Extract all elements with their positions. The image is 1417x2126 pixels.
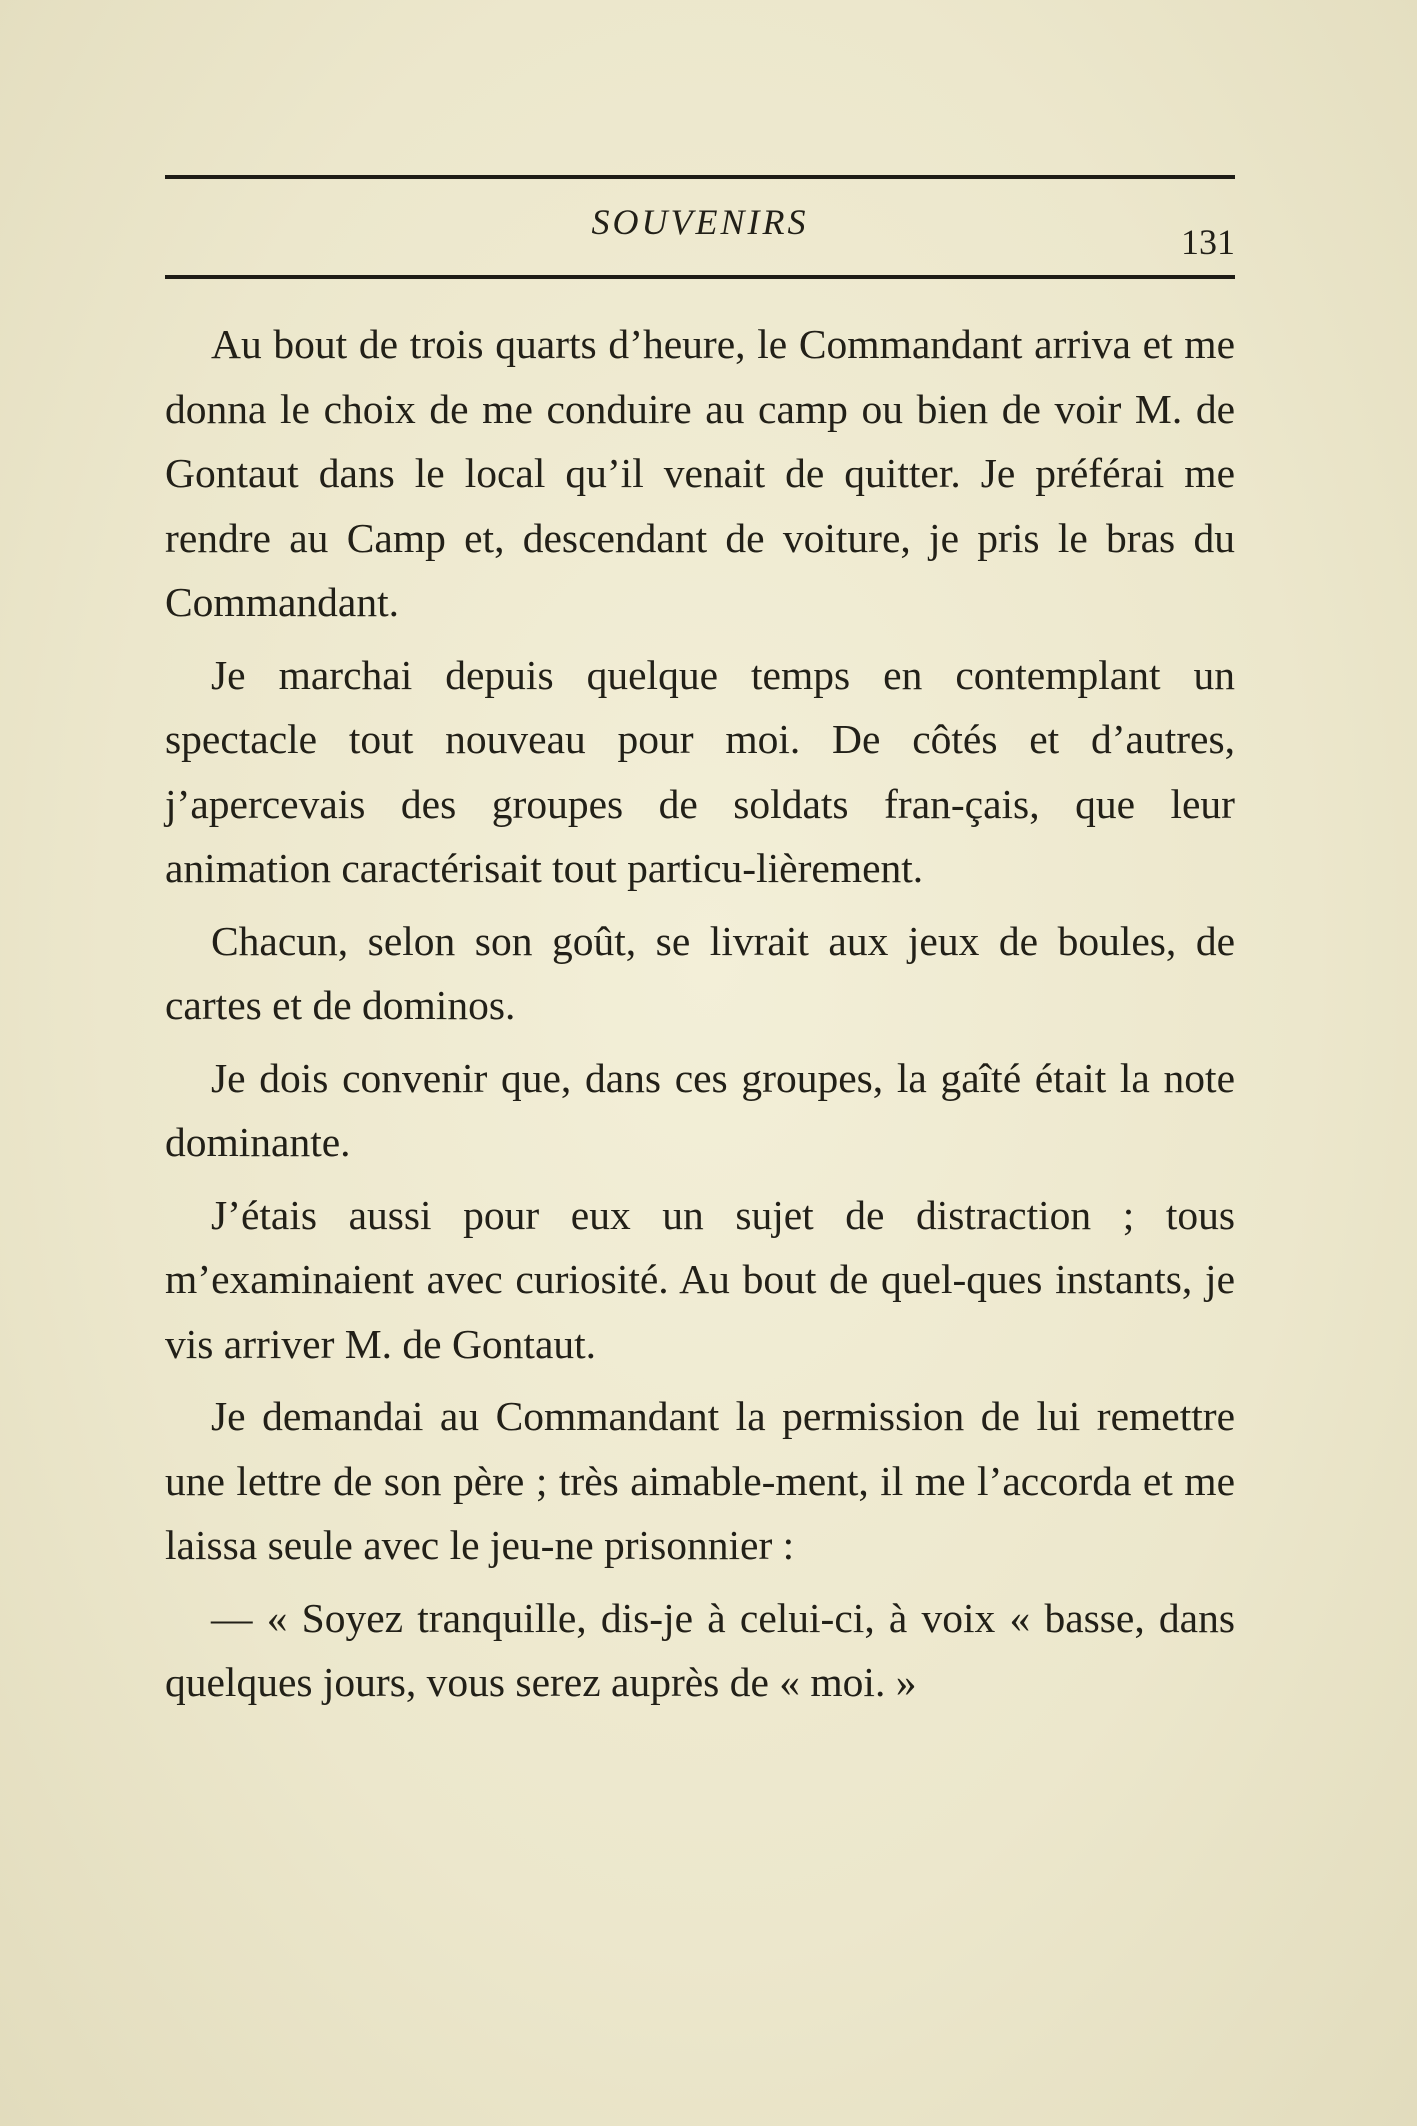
header-rule-bottom: [165, 275, 1235, 279]
paragraph: Je marchai depuis quelque temps en contemplant un spectacle tout nouveau pour moi. De côtés et d’autres, j’apercevais des groupes de soldats fran-çais, que leur animation caractérisait tout particu-lièrement.: [165, 651, 1235, 891]
paragraph: J’étais aussi pour eux un sujet de distraction ; tous m’examinaient avec curiosité. Au bout de quel-ques instants, je vis arriver M. de Gontaut.: [165, 1191, 1235, 1367]
paragraph: Je demandai au Commandant la permission de lui remettre une lettre de son père ; très aimable-ment, il me l’accorda et me laissa seule avec le jeu-ne prisonnier :: [165, 1393, 1235, 1568]
paragraph: Je dois convenir que, dans ces groupes, la gaîté était la note dominante.: [165, 1054, 1235, 1165]
paragraph-quote: — « Soyez tranquille, dis-je à celui-ci, à voix « basse, dans quelques jours, vous serez auprès de « moi. »: [165, 1594, 1235, 1705]
page-number: 131: [1181, 222, 1235, 262]
running-title: SOUVENIRS: [591, 202, 809, 242]
paragraph: Au bout de trois quarts d’heure, le Commandant arriva et me donna le choix de me conduire au camp ou bien de voir M. de Gontaut dans le local qu’il venait de quitter. Je préférai me rendre au Camp et, descendant de voiture, je pris le bras du Commandant.: [165, 321, 1235, 625]
body-text: [165, 312, 1235, 1723]
header-rule-top: [165, 175, 1235, 179]
paragraph: Chacun, selon son goût, se livrait aux jeux de boules, de cartes et de dominos.: [165, 917, 1235, 1028]
